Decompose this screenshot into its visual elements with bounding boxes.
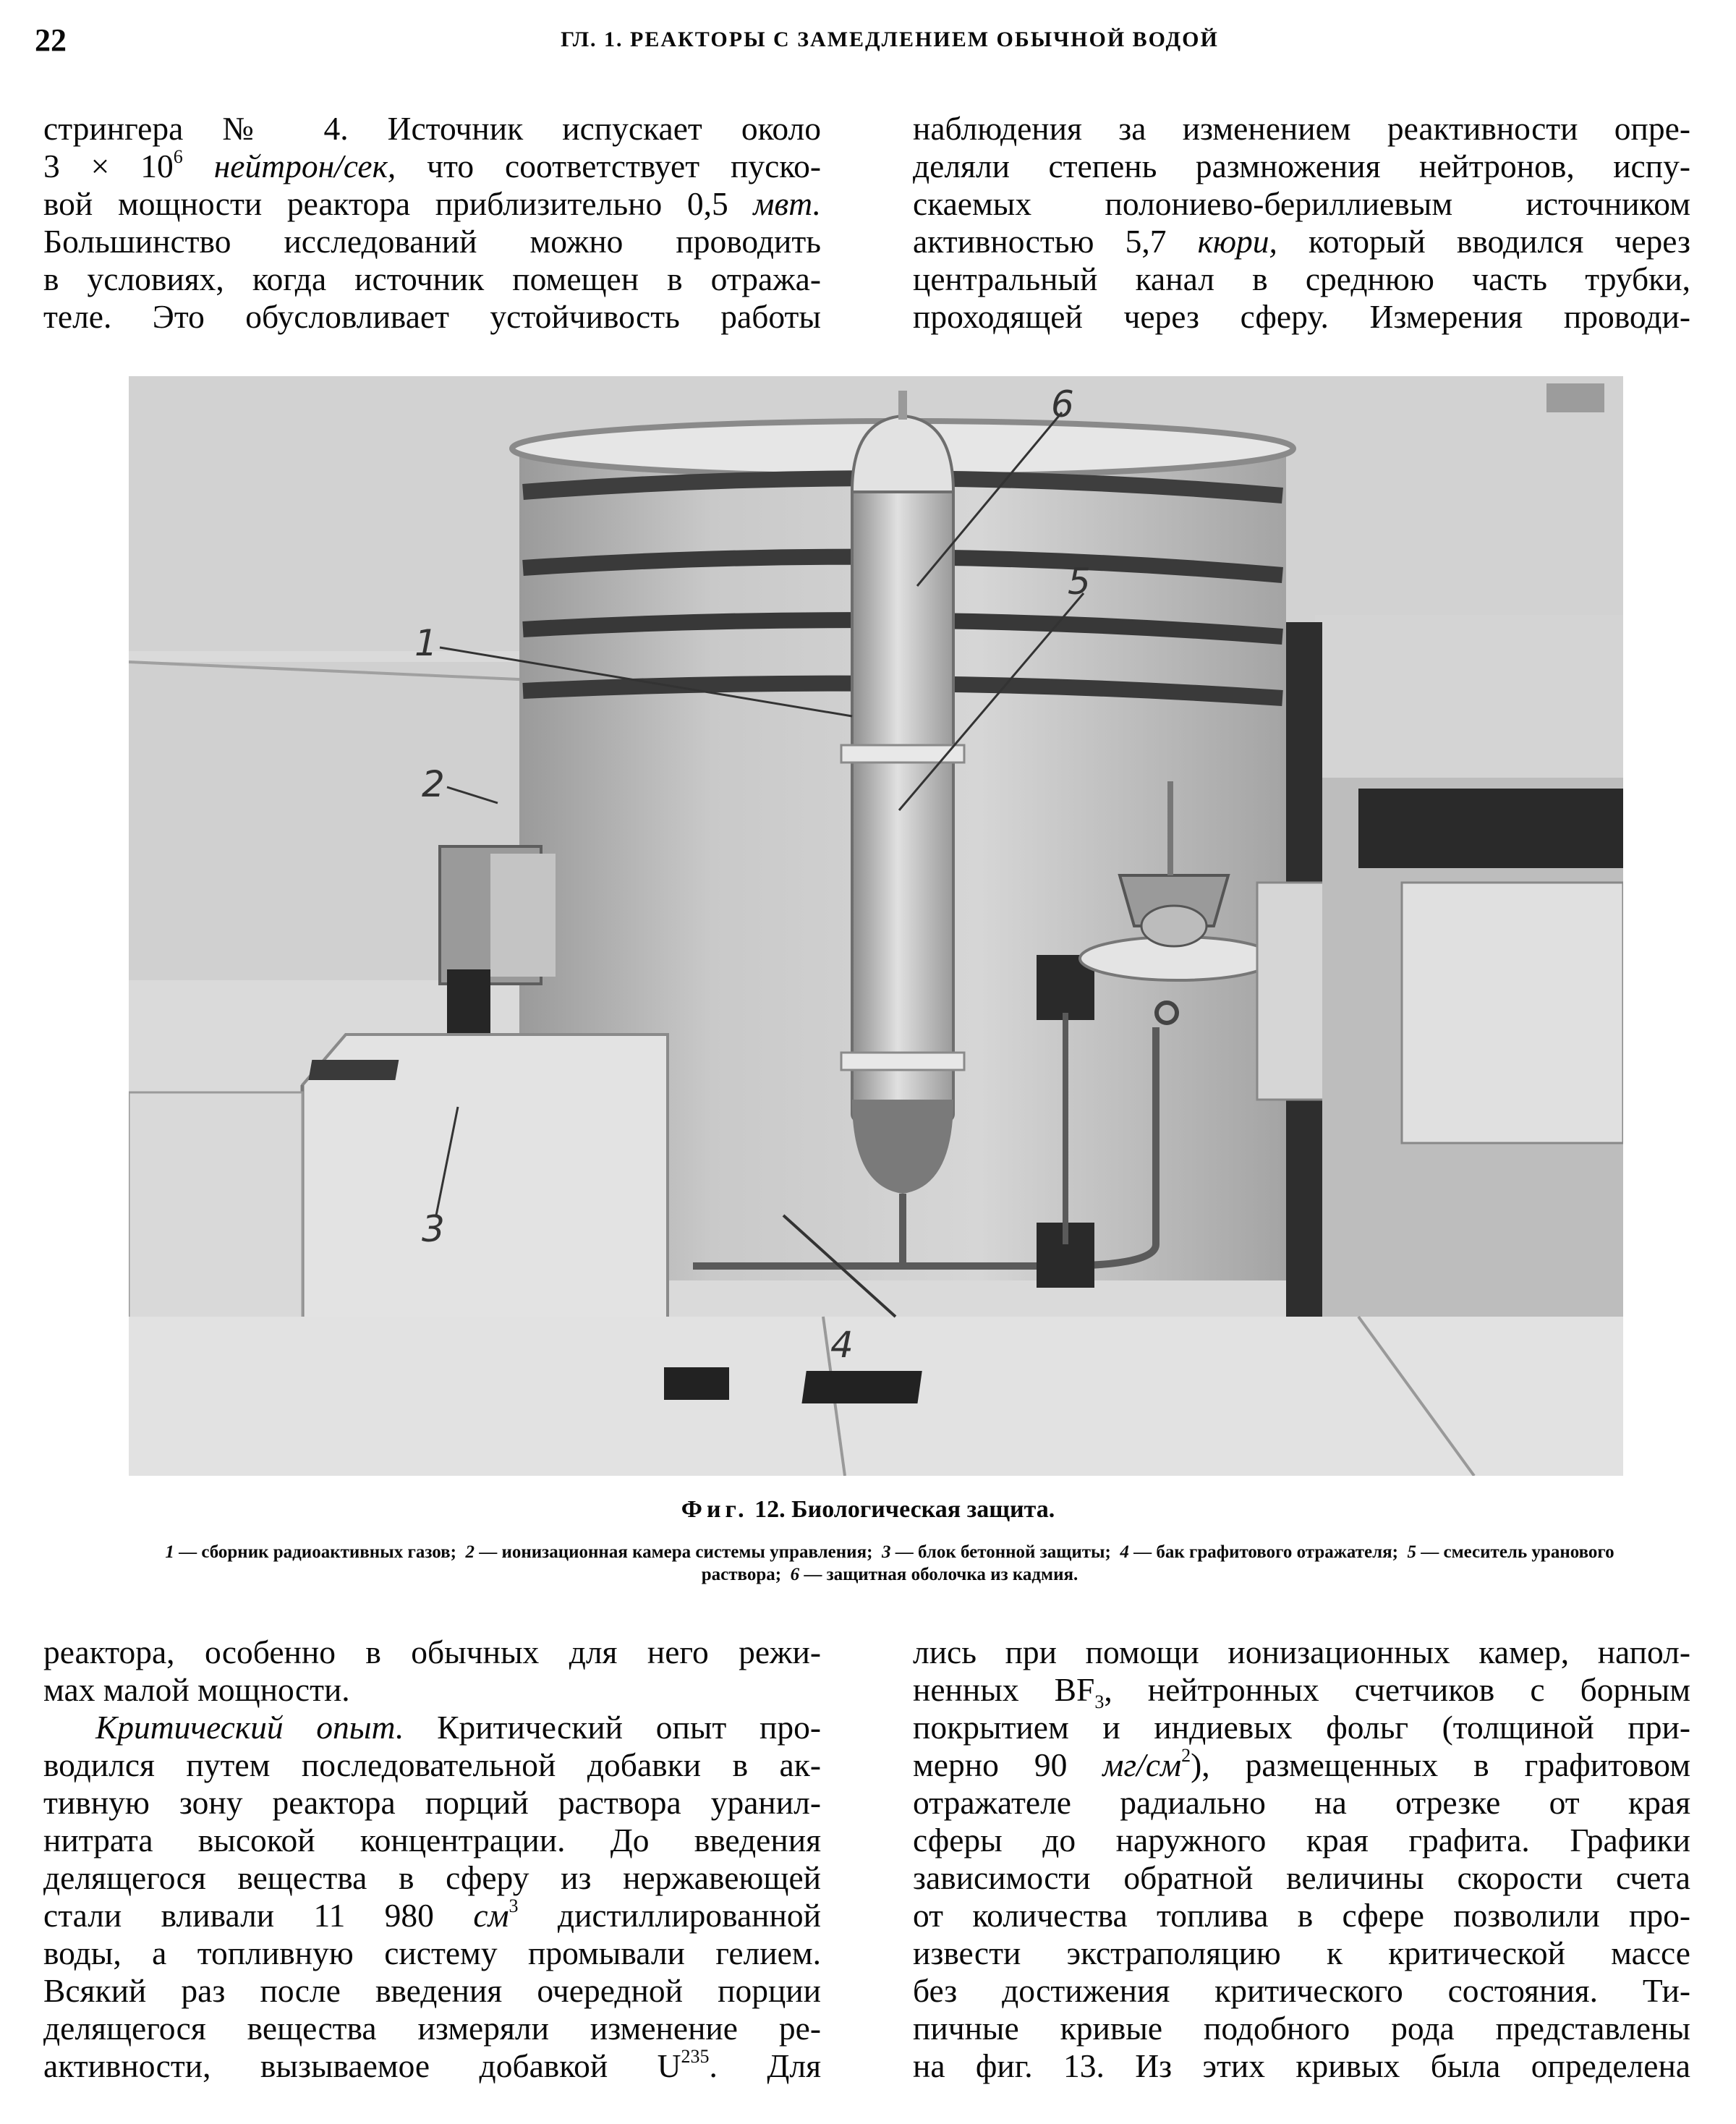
text-line: без достижения критического состояния. Ти-	[913, 1972, 1690, 2009]
text-line: Большинство исследований можно проводить	[43, 223, 821, 260]
figure-caption-title: Фиг. 12. Биологическая защита.	[681, 1496, 1055, 1523]
text-line: от количества топлива в сфере позволили про-	[913, 1897, 1690, 1934]
reactor-photo-illustration	[129, 376, 1623, 1476]
text-column-top-left	[43, 110, 821, 336]
text-line: нитрата высокой концентрации. До введения	[43, 1822, 821, 1858]
running-head: ГЛ. 1. РЕАКТОРЫ С ЗАМЕДЛЕНИЕМ ОБЫЧНОЙ ВОДОЙ	[561, 27, 1219, 51]
text-line: отражателе радиально на отрезке от края	[913, 1784, 1690, 1821]
text-line: центральный канал в среднюю часть трубки,	[913, 260, 1690, 297]
text-line: мах малой мощности.	[43, 1671, 350, 1708]
text-column-bottom-left	[43, 1634, 821, 2085]
figure-label-1: 1	[414, 622, 438, 664]
text-line: покрытием и индиевых фольг (толщиной при-	[913, 1709, 1690, 1746]
text-line: $3 \times 10^6$ нейтрон/сек, что соответствует пуско-	[43, 145, 822, 184]
text-line: водился путем последовательной добавки в ак-	[43, 1746, 821, 1783]
figure-legend	[145, 1541, 1635, 1586]
text-line: активностью 5,7 кюри, который вводился через	[913, 223, 1690, 260]
text-line: теле. Это обусловливает устойчивость работы	[43, 298, 821, 335]
text-line: тивную зону реактора порций раствора уранил-	[43, 1784, 821, 1821]
text-line: делящегося вещества измеряли изменение ре-	[43, 2010, 821, 2047]
figure-label-5: 5	[1068, 561, 1091, 603]
text-line: вой мощности реактора приблизительно 0,5 мвт.	[43, 185, 821, 222]
page-number: 22	[35, 22, 67, 58]
text-line: мерно 90 $мг/см^2$), размещенных в графитовом	[913, 1744, 1690, 1783]
text-line: ненных $BF_3$, нейтронных счетчиков с борным	[913, 1671, 1691, 1713]
legend-item-4: 4 — бак графитового отражателя;	[1120, 1542, 1399, 1562]
section-heading: Критический опыт.	[95, 1709, 404, 1746]
legend-item-2: 2 — ионизационная камера системы управления;	[465, 1542, 873, 1562]
text-line: лись при помощи ионизационных камер, напол-	[913, 1634, 1690, 1670]
figure-label-4: 4	[830, 1324, 854, 1366]
text-line: стрингера № 4. Источник испускает около	[43, 110, 821, 147]
text-line: скаемых полониево-бериллиевым источником	[913, 185, 1690, 222]
text-column-bottom-right	[913, 1634, 1690, 2085]
legend-item-3: 3 — блок бетонной защиты;	[881, 1542, 1111, 1562]
text-line: воды, а топливную систему промывали гелием.	[43, 1934, 821, 1971]
text-line: извести экстраполяцию к критической массе	[913, 1934, 1690, 1971]
figure-photo-biological-shield	[129, 376, 1623, 1476]
figure-label-6: 6	[1051, 383, 1074, 425]
text-line: Всякий раз после введения очередной порции	[43, 1972, 821, 2009]
text-column-top-right	[913, 110, 1690, 336]
text-line: в условиях, когда источник помещен в отража-	[43, 260, 821, 297]
text-line: стали вливали 11 980 $см^3$ дистиллированной	[43, 1895, 821, 1934]
legend-item-6: 6 — защитная оболочка из кадмия.	[790, 1565, 1078, 1584]
legend-item-1: 1 — сборник радиоактивных газов;	[165, 1542, 456, 1562]
section-heading-line: Критический опыт. Критический опыт про-	[95, 1709, 821, 1746]
text-line: пичные кривые подобного рода представлены	[913, 2010, 1690, 2047]
text-line: реактора, особенно в обычных для него режи-	[43, 1634, 821, 1670]
text-line: на фиг. 13. Из этих кривых была определена	[913, 2047, 1690, 2084]
text-line: зависимости обратной величины скорости счета	[913, 1859, 1690, 1896]
legend-item-5: 5 — смеситель уранового раствора;	[701, 1542, 1614, 1584]
text-line: делящегося вещества в сферу из нержавеющей	[43, 1859, 821, 1896]
text-line: сферы до наружного края графита. Графики	[913, 1822, 1690, 1858]
text-line: наблюдения за изменением реактивности опре-	[913, 110, 1690, 147]
figure-label-2: 2	[422, 763, 445, 805]
text-line: активности, вызываемое добавкой $U^{235}$. Для	[43, 2045, 821, 2084]
text-line: деляли степень размножения нейтронов, испу-	[913, 148, 1690, 184]
text-line: проходящей через сферу. Измерения проводи-	[913, 298, 1690, 335]
figure-label-3: 3	[422, 1208, 445, 1250]
